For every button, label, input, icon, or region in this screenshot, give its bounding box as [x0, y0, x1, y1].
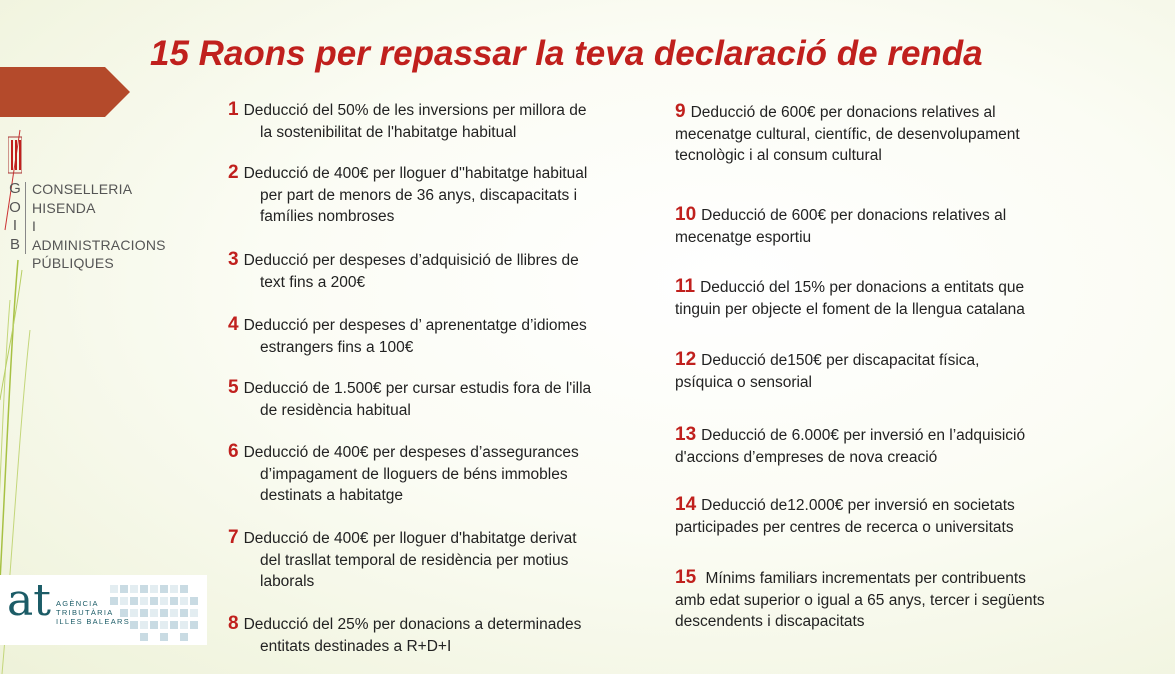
goib-line: CONSELLERIA	[32, 181, 133, 197]
reason-text-continued: entitats destinades a R+D+I	[260, 637, 452, 655]
atib-line: TRIBUTÀRIA	[56, 608, 114, 617]
reason-item	[228, 441, 648, 507]
reason-item	[675, 276, 1095, 320]
reason-text-continued: mecenatge cultural, científic, de desenvolupament tecnològic i al consum cultural	[675, 125, 1020, 164]
reason-text-continued: estrangers fins a 100€	[260, 338, 414, 356]
reason-text-continued: mecenatge esportiu	[675, 228, 812, 246]
goib-line: PÚBLIQUES	[32, 255, 114, 271]
reason-item	[675, 424, 1095, 468]
reason-text: Deducció per despeses d’adquisició de llibres de	[243, 252, 579, 269]
atib-logo	[0, 575, 207, 645]
reason-text: Deducció del 25% per donacions a determinades	[243, 616, 582, 633]
reason-number: 5	[228, 377, 239, 398]
goib-letter: G	[9, 180, 21, 197]
reason-item	[675, 204, 1095, 248]
reason-text-continued: la sostenibilitat de l'habitatge habitual	[260, 123, 517, 141]
goib-department-name	[32, 180, 168, 273]
reason-item	[228, 527, 648, 593]
reason-item	[228, 377, 648, 421]
reason-number: 13	[675, 424, 697, 445]
reason-text: Deducció del 50% de les inversions per millora de	[243, 102, 587, 119]
reason-number: 11	[675, 276, 696, 297]
reason-number: 3	[228, 249, 239, 270]
atib-mark: at	[7, 575, 51, 626]
goib-letter: O	[9, 198, 21, 216]
goib-line: I ADMINISTRACIONS	[32, 218, 166, 253]
reason-text: Deducció de 1.500€ per cursar estudis fora de l'illa	[243, 380, 592, 397]
reason-number: 2	[228, 162, 239, 183]
atib-line: ILLES BALEARS	[56, 617, 131, 626]
reason-text-continued: participades per centres de recerca o universitats	[675, 518, 1014, 536]
reason-text: Deducció de 400€ per despeses d’assegurances	[243, 444, 579, 461]
goib-letter: I	[12, 217, 18, 234]
reason-number: 4	[228, 314, 239, 335]
reason-text-continued: text fins a 200€	[260, 273, 366, 291]
pixel-grid-icon	[110, 583, 205, 641]
reason-number: 10	[675, 204, 697, 225]
goib-crest-icon	[8, 135, 22, 175]
goib-divider	[25, 182, 26, 254]
reason-text-continued: per part de menors de 36 anys, discapacitats i famílies nombroses	[260, 186, 578, 225]
goib-letters	[8, 180, 22, 254]
goib-line: HISENDA	[32, 199, 96, 216]
header-arrow-band	[0, 67, 132, 117]
reason-number: 1	[228, 99, 239, 120]
reason-number: 12	[675, 349, 697, 370]
reason-item	[228, 314, 648, 358]
reason-item	[228, 99, 648, 143]
reason-item	[228, 162, 648, 228]
reason-text-continued: de residència habitual	[260, 401, 411, 419]
reason-text: Deducció de150€ per discapacitat física,	[701, 352, 980, 369]
reason-number: 8	[228, 613, 239, 634]
reason-text: Deducció de 400€ per lloguer d'habitatge derivat	[243, 530, 577, 547]
reason-number: 15	[675, 567, 697, 588]
reason-number: 14	[675, 494, 697, 515]
reason-text-continued: d'accions d’empreses de nova creació	[675, 448, 938, 466]
reason-text-continued: d’impagament de lloguers de béns immobles destinats a habitatge	[260, 465, 568, 504]
reason-item	[675, 349, 1095, 393]
reason-text: Deducció de 400€ per lloguer d''habitatge habitual	[243, 165, 588, 182]
reason-text: Deducció de 6.000€ per inversió en l’adquisició	[701, 427, 1026, 444]
reason-text-continued: tinguin per objecte el foment de la llengua catalana	[675, 300, 1025, 318]
reason-text: Deducció de 600€ per donacions relatives al	[701, 207, 1007, 224]
page-title: 15 Raons per repassar la teva declaració de renda	[150, 34, 983, 73]
reason-number: 7	[228, 527, 239, 548]
reason-item	[675, 101, 1095, 167]
reason-item	[228, 613, 648, 657]
reason-item	[675, 494, 1095, 538]
goib-letter: B	[9, 235, 20, 253]
reason-text: Deducció del 15% per donacions a entitats que	[700, 279, 1025, 296]
reason-text-continued: psíquica o sensorial	[675, 373, 812, 391]
reason-item	[228, 249, 648, 293]
goib-logo	[8, 135, 168, 275]
reason-text: Deducció de 600€ per donacions relatives al	[690, 104, 996, 121]
reason-text-continued: amb edat superior o igual a 65 anys, tercer i següents descendents i discapacitats	[675, 591, 1045, 630]
reason-item	[675, 567, 1095, 633]
reason-text: Deducció de12.000€ per inversió en societats	[701, 497, 1015, 514]
reason-number: 6	[228, 441, 239, 462]
reason-text: Mínims familiars incrementats per contribuents	[701, 570, 1026, 587]
reason-text-continued: del trasllat temporal de residència per motius laborals	[260, 551, 569, 590]
reason-text: Deducció per despeses d’ aprenentatge d’idiomes	[243, 317, 587, 334]
atib-line: AGÈNCIA	[56, 599, 99, 608]
reason-number: 9	[675, 101, 686, 122]
